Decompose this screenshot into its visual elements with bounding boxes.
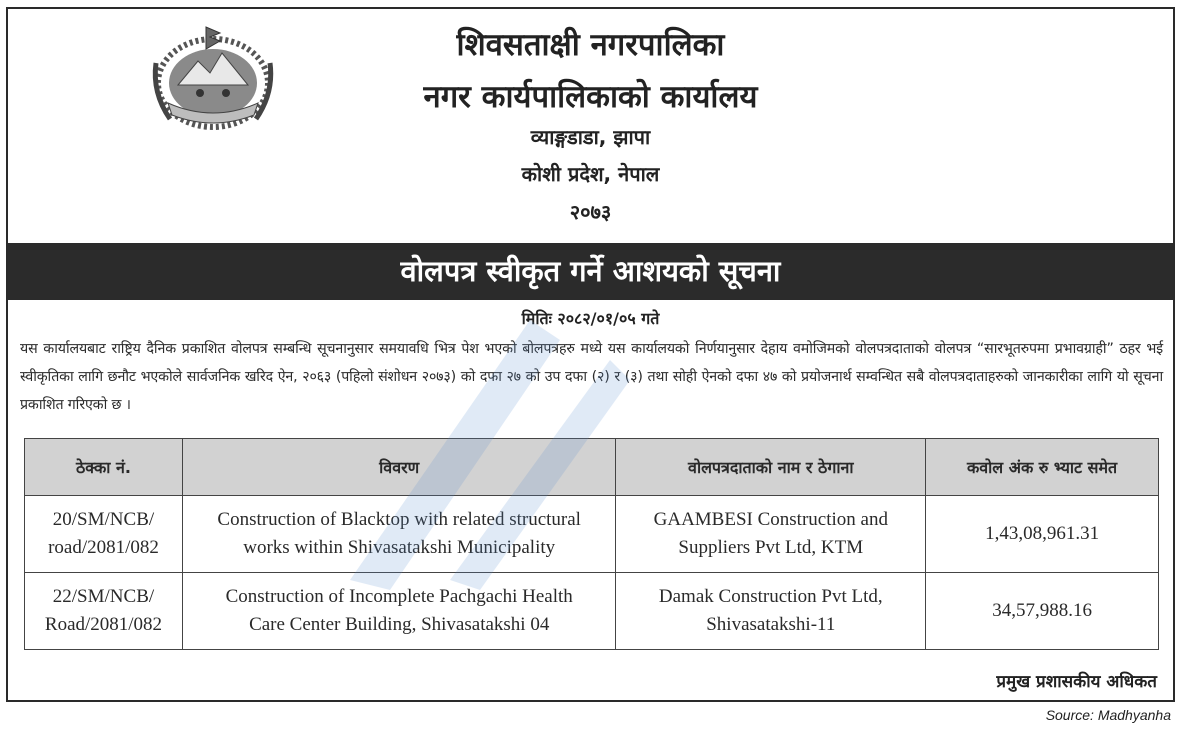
- table-row: [25, 496, 1159, 573]
- signatory-title: प्रमुख प्रशासकीय अधिकत: [996, 672, 1157, 692]
- description-line: Construction of Incomplete Pachgachi Health: [225, 586, 573, 607]
- header-description: विवरण: [182, 439, 615, 496]
- notice-title-banner: वोलपत्र स्वीकृत गर्ने आशयको सूचना: [8, 243, 1173, 300]
- contract-no-cell: [25, 496, 183, 573]
- contract-no-line: road/2081/082: [48, 537, 159, 558]
- bidder-line: Suppliers Pvt Ltd, KTM: [678, 537, 864, 558]
- amount-cell: 34,57,988.16: [926, 573, 1159, 650]
- description-line: works within Shivasatakshi Municipality: [243, 537, 556, 558]
- description-line: Care Center Building, Shivasatakshi 04: [249, 614, 550, 635]
- notice-frame: [6, 7, 1175, 702]
- table-header-row: [25, 439, 1159, 496]
- tender-table: [24, 438, 1159, 650]
- contract-no-line: Road/2081/082: [44, 614, 163, 635]
- header-bidder: वोलपत्रदाताको नाम र ठेगाना: [616, 439, 926, 496]
- municipality-name: शिवसताक्षी नगरपालिका: [456, 27, 725, 63]
- bidder-line: Shivasatakshi-11: [706, 614, 836, 635]
- contract-no-line: 20/SM/NCB/: [52, 509, 155, 530]
- notice-date: मितिः २०८२/०१/०५ गते: [521, 309, 660, 328]
- bidder-cell: [616, 573, 926, 650]
- office-province: कोशी प्रदेश, नेपाल: [521, 162, 660, 186]
- description-line: Construction of Blacktop with related structural: [217, 509, 581, 530]
- office-location: व्याङ्गडाडा, झापा: [530, 125, 651, 149]
- header-contract-no: ठेक्का नं.: [25, 439, 183, 496]
- bidder-line: GAAMBESI Construction and: [653, 509, 888, 530]
- bidder-cell: [616, 496, 926, 573]
- office-name: नगर कार्यपालिकाको कार्यालय: [423, 79, 758, 115]
- amount-cell: 1,43,08,961.31: [926, 496, 1159, 573]
- contract-no-cell: [25, 573, 183, 650]
- table-row: [25, 573, 1159, 650]
- source-credit: Source: Madhyanha: [1045, 707, 1171, 723]
- description-cell: [182, 573, 615, 650]
- contract-no-line: 22/SM/NCB/: [52, 586, 155, 607]
- notice-body: यस कार्यालयबाट राष्ट्रिय दैनिक प्रकाशित वोलपत्र सम्बन्धि सूचनानुसार समयावधि भित्र पेश भएको बोलपत्रहरु मध्ये यस कार्यालयको निर्णयानुसार देहाय वमोजिमको वोलपत्रदाताको वोलपत्र “सारभूतरुपमा प्रभावग्राही” ठहर भई स्वीकृतिका लागि छनौट भएकोले सार्वजनिक खरिद ऐन, २०६३ (पहिलो संशोधन २०७३) को दफा २७ को उप दफा (२) र (३) तथा सोही ऐनको दफा ४७ को प्रयोजनार्थ सम्वन्धित सबै वोलपत्रदाताहरुको जानकारीका लागि यो सूचना प्रकाशित गरिएको छ ।: [20, 341, 1163, 413]
- header-amount: कवोल अंक रु भ्याट समेत: [926, 439, 1159, 496]
- established-year: २०७३: [569, 200, 612, 224]
- description-cell: [182, 496, 615, 573]
- bidder-line: Damak Construction Pvt Ltd,: [658, 586, 883, 607]
